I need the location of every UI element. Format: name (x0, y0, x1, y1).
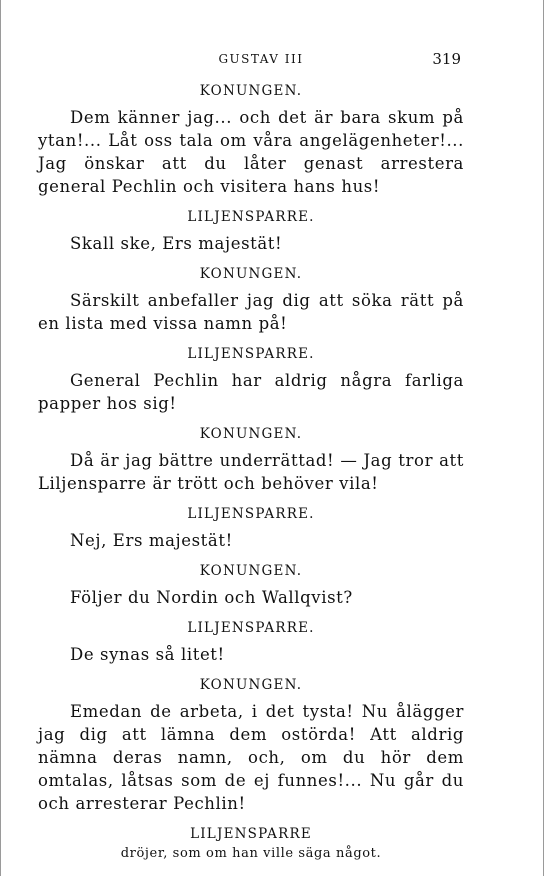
speaker-name: LILJENSPARRE. (187, 620, 315, 636)
speech-text: Följer du Nordin och Wallqvist? (70, 588, 353, 607)
dialogue-block (38, 343, 464, 415)
page-header (1, 52, 544, 72)
speaker-name: LILJENSPARRE. (187, 506, 315, 522)
speaker-name: KONUNGEN. (199, 83, 303, 99)
speech-text: Skall ske, Ers majestät! (70, 234, 283, 253)
speech-text: Nej, Ers majestät! (70, 531, 233, 550)
dialogue-block (38, 263, 464, 335)
speech-text: Dem känner jag... och det är bara skum på ytan!... Låt oss tala om våra angelägenheter!... Jag önskar att du låter genast arrestera general Pechlin och visitera hans hus! (38, 108, 464, 196)
speaker-name: KONUNGEN. (199, 266, 303, 282)
dialogue-block (38, 503, 464, 552)
speech-text: De synas så litet! (70, 645, 225, 664)
stage-direction: dröjer, som om han ville säga något. (120, 846, 382, 861)
speech-text: Emedan de arbeta, i det tysta! Nu ålägger jag dig att lämna dem ostörda! Att aldrig nämna deras namn, och, om du hör dem omtalas, låtsas som de ej funnes!... Nu går du och arresterar Pechlin! (38, 702, 464, 813)
speaker-name: LILJENSPARRE (190, 826, 312, 842)
running-head: GUSTAV III (218, 52, 304, 66)
dialogue-block (38, 617, 464, 666)
final-block (38, 823, 464, 863)
dialogue-block (38, 560, 464, 609)
dialogue-block (38, 206, 464, 255)
dialogue-block (38, 80, 464, 198)
speech-text: Särskilt anbefaller jag dig att söka rätt på en lista med vissa namn på! (38, 291, 464, 333)
dialogue-body (38, 80, 464, 863)
speaker-name: KONUNGEN. (199, 426, 303, 442)
speech-text: General Pechlin har aldrig några farliga papper hos sig! (38, 371, 464, 413)
speaker-name: KONUNGEN. (199, 677, 303, 693)
page-number: 319 (432, 50, 461, 68)
speaker-name: LILJENSPARRE. (187, 346, 315, 362)
speaker-name: LILJENSPARRE. (187, 209, 315, 225)
speaker-name: KONUNGEN. (199, 563, 303, 579)
dialogue-block (38, 423, 464, 495)
dialogue-block (38, 674, 464, 815)
speech-text: Då är jag bättre underrättad! — Jag tror att Liljensparre är trött och behöver vila! (38, 451, 464, 493)
